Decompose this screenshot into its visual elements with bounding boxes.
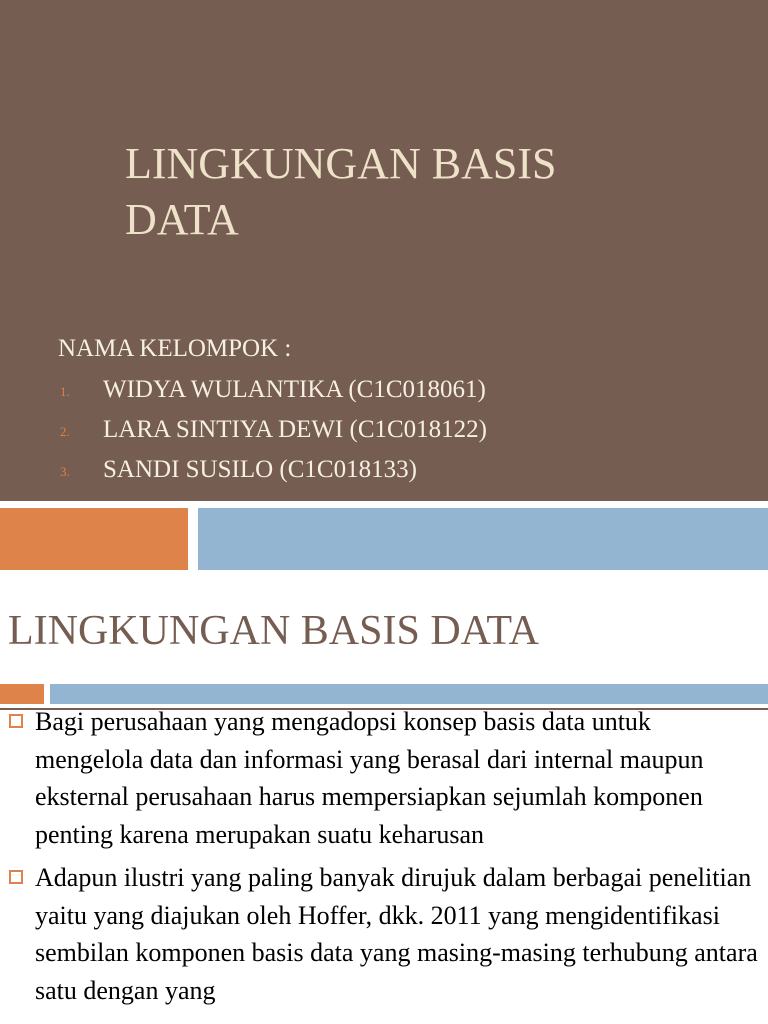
slide-title-line-2: DATA — [125, 195, 239, 244]
member-number: 2. — [60, 424, 70, 439]
blue-accent-bar — [198, 508, 768, 570]
member-name: LARA SINTIYA DEWI (C1C018122) — [103, 416, 488, 443]
member-name: WIDYA WULANTIKA (C1C018061) — [103, 376, 486, 403]
bullet-text: Bagi perusahaan yang mengadopsi konsep basis data untuk mengelola data dan informasi yang berasal dari internal maupun eksternal perusahaan harus mempersiapkan sejumlah komponen penting karena merupakan suatu keharusan — [35, 707, 704, 849]
bullet-item — [0, 703, 768, 853]
member-number: 1. — [60, 384, 70, 399]
square-bullet-icon — [9, 714, 23, 728]
content-slide-title: LINGKUNGAN BASIS DATA — [8, 608, 539, 654]
bullet-text: Adapun ilustri yang paling banyak dirujuk dalam berbagai penelitian yaitu yang diajukan oleh Hoffer, dkk. 2011 yang mengidentifikasi sembilan komponen basis data yang masing-masing terhubung antara satu dengan yang — [35, 863, 758, 1005]
orange-accent-bar-small — [0, 684, 44, 704]
square-bullet-icon — [9, 870, 23, 884]
group-heading: NAMA KELOMPOK : — [58, 335, 292, 362]
orange-accent-bar — [0, 508, 188, 570]
blue-accent-bar-small — [50, 684, 768, 704]
bullet-item — [0, 859, 768, 1009]
bullet-list — [0, 703, 768, 1015]
slide-title — [125, 136, 685, 248]
title-slide-accent-bars — [0, 501, 768, 577]
member-number: 3. — [60, 464, 70, 479]
slide-title-line-1: LINGKUNGAN BASIS — [125, 139, 557, 188]
title-slide — [0, 0, 768, 501]
member-name: SANDI SUSILO (C1C018133) — [103, 456, 417, 483]
